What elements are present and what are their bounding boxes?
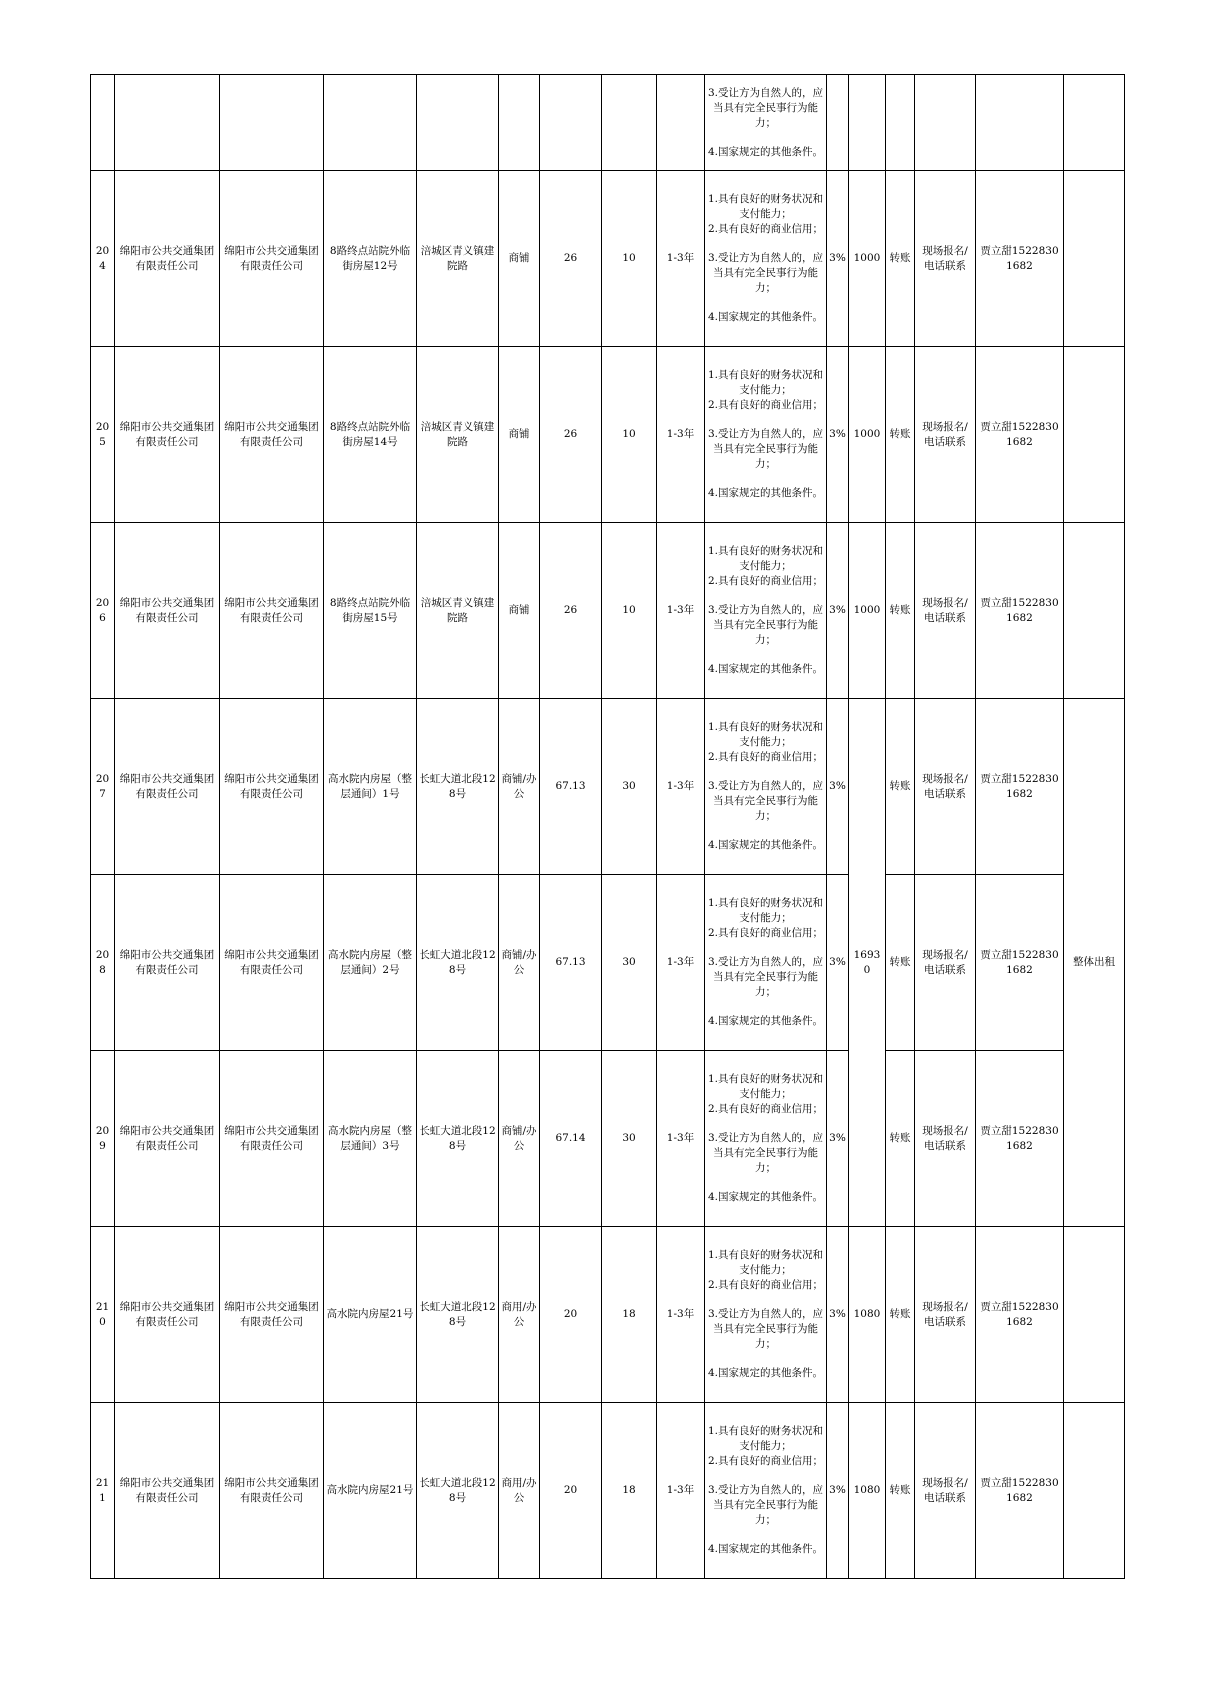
row-number: 209 xyxy=(91,1051,115,1227)
payment-cell: 转账 xyxy=(886,1403,915,1579)
cell-empty xyxy=(115,75,220,171)
cell-empty xyxy=(540,75,602,171)
term-cell: 1-3年 xyxy=(657,875,705,1051)
location-cell: 长虹大道北段128号 xyxy=(417,1403,499,1579)
table-row xyxy=(91,875,1125,1051)
payment-cell: 转账 xyxy=(886,347,915,523)
property-name-cell: 8路终点站院外临街房屋14号 xyxy=(324,347,417,523)
conditions-cell xyxy=(705,75,827,171)
property-name-cell: 8路终点站院外临街房屋12号 xyxy=(324,171,417,347)
percent-cell: 3% xyxy=(827,523,849,699)
price-cell: 30 xyxy=(602,875,657,1051)
area-cell: 26 xyxy=(540,171,602,347)
cell-empty xyxy=(915,75,976,171)
condition-line: 3.受让方为自然人的，应当具有完全民事行为能力； xyxy=(707,252,824,294)
condition-line: 2.具有良好的商业信用； xyxy=(707,575,824,587)
percent-cell: 3% xyxy=(827,1227,849,1403)
percent-cell: 3% xyxy=(827,171,849,347)
location-cell: 长虹大道北段128号 xyxy=(417,1227,499,1403)
lessor-cell: 绵阳市公共交通集团有限责任公司 xyxy=(115,347,220,523)
operator-cell: 绵阳市公共交通集团有限责任公司 xyxy=(220,699,324,875)
conditions-cell xyxy=(705,523,827,699)
continuation-row xyxy=(91,75,1125,171)
cell-empty xyxy=(602,75,657,171)
lessor-cell: 绵阳市公共交通集团有限责任公司 xyxy=(115,523,220,699)
conditions-cell xyxy=(705,1051,827,1227)
usage-cell: 商用/办公 xyxy=(499,1227,540,1403)
usage-cell: 商铺 xyxy=(499,347,540,523)
remark-cell xyxy=(1064,1403,1125,1579)
term-cell: 1-3年 xyxy=(657,347,705,523)
condition-line: 3.受让方为自然人的，应当具有完全民事行为能力； xyxy=(707,1484,824,1526)
cell-empty xyxy=(849,75,886,171)
area-cell: 26 xyxy=(540,347,602,523)
location-cell: 涪城区青义镇建院路 xyxy=(417,347,499,523)
condition-line: 3.受让方为自然人的，应当具有完全民事行为能力； xyxy=(707,956,824,998)
table-row xyxy=(91,1403,1125,1579)
cell-empty xyxy=(91,75,115,171)
condition-line: 2.具有良好的商业信用； xyxy=(707,1455,824,1467)
price-cell: 10 xyxy=(602,347,657,523)
term-cell: 1-3年 xyxy=(657,171,705,347)
condition-line: 1.具有良好的财务状况和支付能力； xyxy=(707,897,824,924)
condition-line: 1.具有良好的财务状况和支付能力； xyxy=(707,1073,824,1100)
signup-cell: 现场报名/电话联系 xyxy=(915,699,976,875)
conditions-cell xyxy=(705,171,827,347)
group-deposit-cell: 16930 xyxy=(849,699,886,1227)
location-cell: 长虹大道北段128号 xyxy=(417,1051,499,1227)
percent-cell: 3% xyxy=(827,347,849,523)
conditions-cell xyxy=(705,875,827,1051)
signup-cell: 现场报名/电话联系 xyxy=(915,1403,976,1579)
condition-line: 4.国家规定的其他条件。 xyxy=(707,839,824,851)
lessor-cell: 绵阳市公共交通集团有限责任公司 xyxy=(115,699,220,875)
row-number: 208 xyxy=(91,875,115,1051)
price-cell: 30 xyxy=(602,1051,657,1227)
remark-cell xyxy=(1064,1227,1125,1403)
price-cell: 18 xyxy=(602,1227,657,1403)
property-name-cell: 高水院内房屋（整层通间）3号 xyxy=(324,1051,417,1227)
contact-cell: 贾立甜15228301682 xyxy=(976,171,1064,347)
lessor-cell: 绵阳市公共交通集团有限责任公司 xyxy=(115,875,220,1051)
signup-cell: 现场报名/电话联系 xyxy=(915,523,976,699)
lessor-cell: 绵阳市公共交通集团有限责任公司 xyxy=(115,1403,220,1579)
condition-line: 4.国家规定的其他条件。 xyxy=(707,1543,824,1555)
row-number: 210 xyxy=(91,1227,115,1403)
table-row xyxy=(91,699,1125,875)
payment-cell: 转账 xyxy=(886,523,915,699)
deposit-cell: 1000 xyxy=(849,171,886,347)
cell-empty xyxy=(220,75,324,171)
price-cell: 10 xyxy=(602,523,657,699)
percent-cell: 3% xyxy=(827,1403,849,1579)
area-cell: 20 xyxy=(540,1403,602,1579)
usage-cell: 商用/办公 xyxy=(499,1403,540,1579)
deposit-cell: 1000 xyxy=(849,347,886,523)
operator-cell: 绵阳市公共交通集团有限责任公司 xyxy=(220,1403,324,1579)
operator-cell: 绵阳市公共交通集团有限责任公司 xyxy=(220,171,324,347)
property-name-cell: 高水院内房屋21号 xyxy=(324,1403,417,1579)
row-number: 206 xyxy=(91,523,115,699)
table-row xyxy=(91,347,1125,523)
percent-cell: 3% xyxy=(827,875,849,1051)
cell-empty xyxy=(324,75,417,171)
payment-cell: 转账 xyxy=(886,875,915,1051)
operator-cell: 绵阳市公共交通集团有限责任公司 xyxy=(220,1051,324,1227)
condition-line: 4.国家规定的其他条件。 xyxy=(707,1191,824,1203)
condition-line: 3.受让方为自然人的，应当具有完全民事行为能力； xyxy=(707,604,824,646)
term-cell: 1-3年 xyxy=(657,523,705,699)
location-cell: 长虹大道北段128号 xyxy=(417,699,499,875)
contact-cell: 贾立甜15228301682 xyxy=(976,875,1064,1051)
table-row xyxy=(91,171,1125,347)
condition-line: 1.具有良好的财务状况和支付能力； xyxy=(707,1425,824,1452)
cell-empty xyxy=(417,75,499,171)
usage-cell: 商铺 xyxy=(499,523,540,699)
condition-line: 2.具有良好的商业信用； xyxy=(707,1279,824,1291)
price-cell: 10 xyxy=(602,171,657,347)
deposit-cell: 1000 xyxy=(849,523,886,699)
table-row xyxy=(91,1051,1125,1227)
operator-cell: 绵阳市公共交通集团有限责任公司 xyxy=(220,523,324,699)
remark-cell xyxy=(1064,523,1125,699)
price-cell: 30 xyxy=(602,699,657,875)
condition-line: 3.受让方为自然人的，应当具有完全民事行为能力； xyxy=(707,1308,824,1350)
operator-cell: 绵阳市公共交通集团有限责任公司 xyxy=(220,875,324,1051)
row-number: 205 xyxy=(91,347,115,523)
payment-cell: 转账 xyxy=(886,699,915,875)
price-cell: 18 xyxy=(602,1403,657,1579)
property-name-cell: 8路终点站院外临街房屋15号 xyxy=(324,523,417,699)
area-cell: 26 xyxy=(540,523,602,699)
cell-empty xyxy=(976,75,1064,171)
payment-cell: 转账 xyxy=(886,1227,915,1403)
contact-cell: 贾立甜15228301682 xyxy=(976,347,1064,523)
operator-cell: 绵阳市公共交通集团有限责任公司 xyxy=(220,347,324,523)
cell-empty xyxy=(827,75,849,171)
condition-line: 1.具有良好的财务状况和支付能力； xyxy=(707,1249,824,1276)
condition-line: 1.具有良好的财务状况和支付能力； xyxy=(707,369,824,396)
usage-cell: 商铺 xyxy=(499,171,540,347)
condition-line: 4.国家规定的其他条件。 xyxy=(707,311,824,323)
remark-cell xyxy=(1064,347,1125,523)
payment-cell: 转账 xyxy=(886,1051,915,1227)
condition-line: 1.具有良好的财务状况和支付能力； xyxy=(707,721,824,748)
property-name-cell: 高水院内房屋（整层通间）2号 xyxy=(324,875,417,1051)
cell-empty xyxy=(1064,75,1125,171)
table-row xyxy=(91,1227,1125,1403)
condition-line: 3.受让方为自然人的，应当具有完全民事行为能力； xyxy=(707,86,824,129)
conditions-cell xyxy=(705,1227,827,1403)
condition-line: 4.国家规定的其他条件。 xyxy=(707,145,824,158)
condition-line: 3.受让方为自然人的，应当具有完全民事行为能力； xyxy=(707,780,824,822)
area-cell: 67.14 xyxy=(540,1051,602,1227)
signup-cell: 现场报名/电话联系 xyxy=(915,1051,976,1227)
condition-line: 2.具有良好的商业信用； xyxy=(707,751,824,763)
contact-cell: 贾立甜15228301682 xyxy=(976,1227,1064,1403)
cell-empty xyxy=(886,75,915,171)
condition-line: 2.具有良好的商业信用； xyxy=(707,223,824,235)
condition-line: 2.具有良好的商业信用； xyxy=(707,399,824,411)
condition-line: 3.受让方为自然人的，应当具有完全民事行为能力； xyxy=(707,1132,824,1174)
deposit-cell: 1080 xyxy=(849,1227,886,1403)
deposit-cell: 1080 xyxy=(849,1403,886,1579)
operator-cell: 绵阳市公共交通集团有限责任公司 xyxy=(220,1227,324,1403)
location-cell: 长虹大道北段128号 xyxy=(417,875,499,1051)
signup-cell: 现场报名/电话联系 xyxy=(915,875,976,1051)
lessor-cell: 绵阳市公共交通集团有限责任公司 xyxy=(115,1227,220,1403)
usage-cell: 商铺/办公 xyxy=(499,875,540,1051)
cell-empty xyxy=(499,75,540,171)
signup-cell: 现场报名/电话联系 xyxy=(915,1227,976,1403)
condition-line: 4.国家规定的其他条件。 xyxy=(707,1367,824,1379)
term-cell: 1-3年 xyxy=(657,1227,705,1403)
property-name-cell: 高水院内房屋21号 xyxy=(324,1227,417,1403)
cell-empty xyxy=(657,75,705,171)
conditions-cell xyxy=(705,347,827,523)
usage-cell: 商铺/办公 xyxy=(499,699,540,875)
remark-cell xyxy=(1064,171,1125,347)
lessor-cell: 绵阳市公共交通集团有限责任公司 xyxy=(115,171,220,347)
conditions-cell xyxy=(705,699,827,875)
contact-cell: 贾立甜15228301682 xyxy=(976,1403,1064,1579)
contact-cell: 贾立甜15228301682 xyxy=(976,523,1064,699)
condition-line: 1.具有良好的财务状况和支付能力； xyxy=(707,545,824,572)
listing-table xyxy=(90,74,1125,1579)
condition-line: 2.具有良好的商业信用； xyxy=(707,1103,824,1115)
condition-line: 4.国家规定的其他条件。 xyxy=(707,1015,824,1027)
term-cell: 1-3年 xyxy=(657,1403,705,1579)
row-number: 204 xyxy=(91,171,115,347)
signup-cell: 现场报名/电话联系 xyxy=(915,171,976,347)
usage-cell: 商铺/办公 xyxy=(499,1051,540,1227)
table-row xyxy=(91,523,1125,699)
area-cell: 67.13 xyxy=(540,699,602,875)
payment-cell: 转账 xyxy=(886,171,915,347)
contact-cell: 贾立甜15228301682 xyxy=(976,1051,1064,1227)
row-number: 211 xyxy=(91,1403,115,1579)
row-number: 207 xyxy=(91,699,115,875)
condition-line: 2.具有良好的商业信用； xyxy=(707,927,824,939)
condition-line: 3.受让方为自然人的，应当具有完全民事行为能力； xyxy=(707,428,824,470)
signup-cell: 现场报名/电话联系 xyxy=(915,347,976,523)
contact-cell: 贾立甜15228301682 xyxy=(976,699,1064,875)
area-cell: 67.13 xyxy=(540,875,602,1051)
condition-line: 4.国家规定的其他条件。 xyxy=(707,663,824,675)
area-cell: 20 xyxy=(540,1227,602,1403)
condition-line: 4.国家规定的其他条件。 xyxy=(707,487,824,499)
term-cell: 1-3年 xyxy=(657,699,705,875)
location-cell: 涪城区青义镇建院路 xyxy=(417,171,499,347)
property-name-cell: 高水院内房屋（整层通间）1号 xyxy=(324,699,417,875)
condition-line: 1.具有良好的财务状况和支付能力； xyxy=(707,193,824,220)
location-cell: 涪城区青义镇建院路 xyxy=(417,523,499,699)
group-remark-cell: 整体出租 xyxy=(1064,699,1125,1227)
percent-cell: 3% xyxy=(827,1051,849,1227)
conditions-cell xyxy=(705,1403,827,1579)
lessor-cell: 绵阳市公共交通集团有限责任公司 xyxy=(115,1051,220,1227)
term-cell: 1-3年 xyxy=(657,1051,705,1227)
percent-cell: 3% xyxy=(827,699,849,875)
